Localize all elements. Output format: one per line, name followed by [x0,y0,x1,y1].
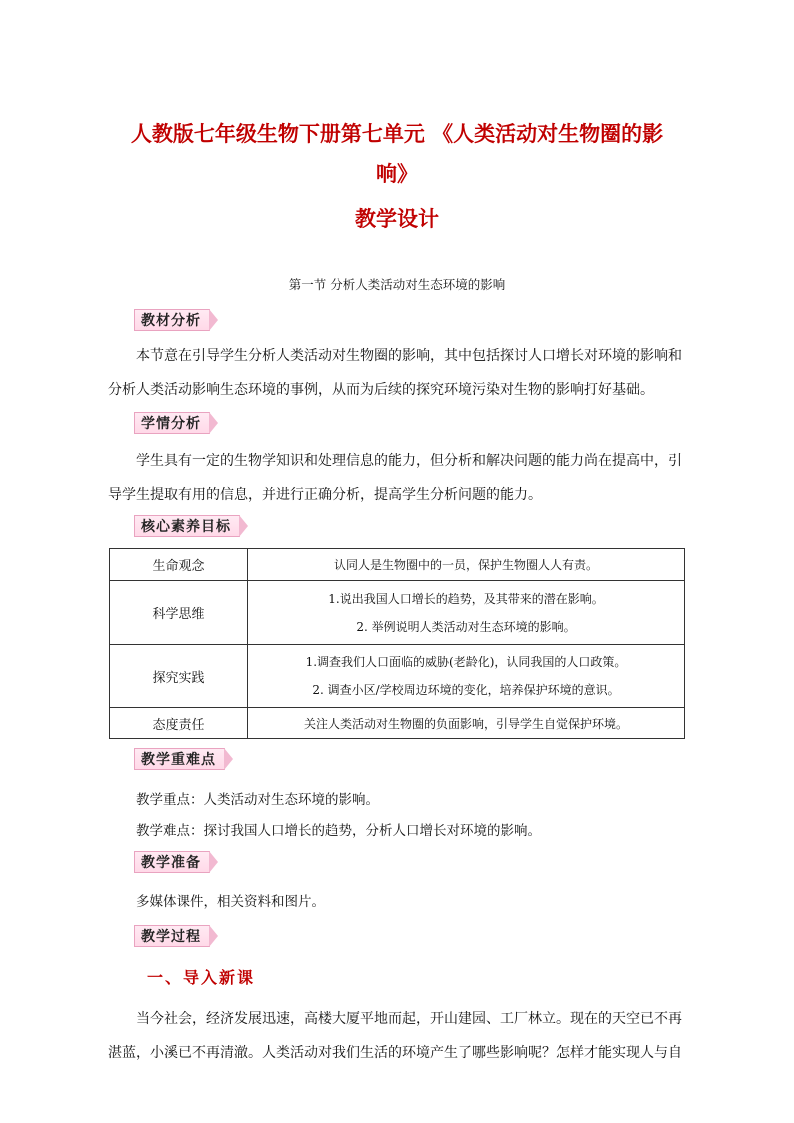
tag-label: 教学过程 [134,925,210,947]
goal-value [248,645,685,708]
goal-value: 认同人是生物圈中的一员，保护生物圈人人有责。 [248,549,685,581]
tag-label: 教学重难点 [134,748,225,770]
doc-title-line1: 人教版七年级生物下册第七单元 《人类活动对生物圈的影 [130,122,664,146]
goal-value-line: 2. 调查小区/学校周边环境的变化，培养保护环境的意识。 [312,683,620,697]
tag-core-goals [134,515,248,537]
goal-key: 态度责任 [110,708,248,739]
table-row [110,549,685,581]
section-subtitle: 第一节 分析人类活动对生态环境的影响 [288,277,506,292]
table-row [110,581,685,645]
text-line: 导学生提取有用的信息，并进行正确分析，提高学生分析问题的能力。 [108,487,542,503]
intro-text [108,1002,686,1070]
tag-label: 教材分析 [134,309,210,331]
prep-text: 多媒体课件，相关资料和图片。 [136,894,325,910]
tag-arrow-icon [209,851,218,873]
tag-arrow-icon [209,925,218,947]
text-line: 学生具有一定的生物学知识和处理信息的能力，但分析和解决问题的能力尚在提高中，引 [136,453,682,469]
tag-arrow-icon [209,309,218,331]
doc-title-line3: 教学设计 [355,207,439,231]
table-row [110,708,685,739]
goal-value: 关注人类活动对生物圈的负面影响，引导学生自觉保护环境。 [248,708,685,739]
text-line: 当今社会，经济发展迅速，高楼大厦平地而起，开山建园、工厂林立。现在的天空已不再 [136,1011,682,1027]
textbook-analysis-text [108,339,686,407]
tag-learner-analysis [134,412,218,434]
tag-label: 学情分析 [134,412,210,434]
tag-label: 核心素养目标 [134,515,240,537]
tag-arrow-icon [239,515,248,537]
tag-key-difficult-points [134,748,233,770]
doc-title-line2: 响》 [376,162,418,186]
tag-textbook-analysis [134,309,218,331]
goal-value [248,581,685,645]
step-heading: 一、导入新课 [147,968,256,987]
goal-key: 生命观念 [110,549,248,581]
difficulty-text: 教学难点：探讨我国人口增长的趋势，分析人口增长对环境的影响。 [136,823,541,839]
tag-teaching-prep [134,851,218,873]
text-line: 本节意在引导学生分析人类活动对生物圈的影响，其中包括探讨人口增长对环境的影响和 [136,348,682,364]
goal-value-line: 2. 举例说明人类活动对生态环境的影响。 [356,619,576,634]
tag-teaching-process [134,925,218,947]
goal-key: 探究实践 [110,645,248,708]
goal-value-line: 1.说出我国人口增长的趋势，及其带来的潜在影响。 [328,591,604,606]
tag-label: 教学准备 [134,851,210,873]
tag-arrow-icon [209,412,218,434]
goal-value-line: 1.调查我们人口面临的威胁(老龄化)，认同我国的人口政策。 [305,655,627,669]
goals-table [109,548,685,739]
tag-arrow-icon [224,748,233,770]
text-line: 湛蓝，小溪已不再清澈。人类活动对我们生活的环境产生了哪些影响呢？怎样才能实现人与自 [108,1045,682,1061]
text-line: 分析人类活动影响生态环境的事例，从而为后续的探究环境污染对生物的影响打好基础。 [108,382,654,398]
key-point-text: 教学重点：人类活动对生态环境的影响。 [136,792,379,808]
goal-key: 科学思维 [110,581,248,645]
learner-analysis-text [108,444,686,512]
table-row [110,645,685,708]
